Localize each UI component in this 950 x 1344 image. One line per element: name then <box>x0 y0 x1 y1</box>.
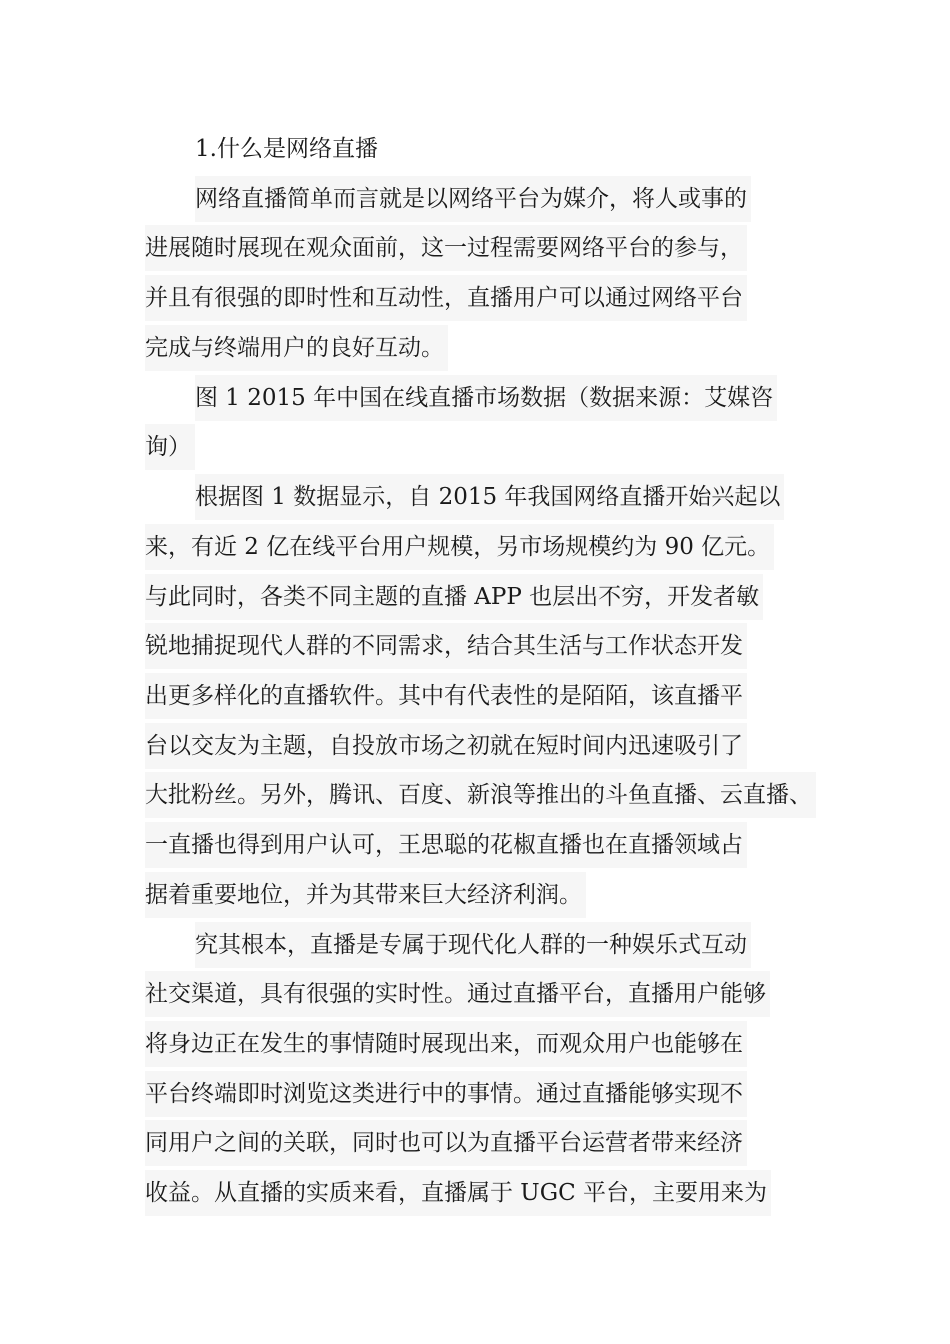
paragraph-line: 大批粉丝。另外，腾讯、百度、新浪等推出的斗鱼直播、云直播、 <box>145 772 816 818</box>
figure-caption-line: 图 1 2015 年中国在线直播市场数据（数据来源：艾媒咨 <box>195 375 777 421</box>
paragraph-line: 同用户之间的关联，同时也可以为直播平台运营者带来经济 <box>145 1120 747 1166</box>
paragraph-line: 将身边正在发生的事情随时展现出来，而观众用户也能够在 <box>145 1021 747 1067</box>
paragraph-line: 出更多样化的直播软件。其中有代表性的是陌陌，该直播平 <box>145 673 747 719</box>
paragraph-line: 来，有近 2 亿在线平台用户规模，另市场规模约为 90 亿元。 <box>145 524 774 570</box>
paragraph-line: 并且有很强的即时性和互动性，直播用户可以通过网络平台 <box>145 275 747 321</box>
paragraph-line: 一直播也得到用户认可，王思聪的花椒直播也在直播领域占 <box>145 822 747 868</box>
paragraph-line: 与此同时，各类不同主题的直播 APP 也层出不穷，开发者敏 <box>145 574 763 620</box>
paragraph-line: 收益。从直播的实质来看，直播属于 UGC 平台，主要用来为 <box>145 1170 771 1216</box>
paragraph-line: 台以交友为主题，自投放市场之初就在短时间内迅速吸引了 <box>145 723 747 769</box>
paragraph-line: 锐地捕捉现代人群的不同需求，结合其生活与工作状态开发 <box>145 623 747 669</box>
section-heading: 1.什么是网络直播 <box>195 136 378 162</box>
paragraph-line: 平台终端即时浏览这类进行中的事情。通过直播能够实现不 <box>145 1071 747 1117</box>
figure-caption-line: 询） <box>145 424 195 470</box>
paragraph-line: 进展随时展现在观众面前，这一过程需要网络平台的参与， <box>145 225 747 271</box>
paragraph-line: 网络直播简单而言就是以网络平台为媒介，将人或事的 <box>195 176 751 222</box>
paragraph-line: 据着重要地位，并为其带来巨大经济利润。 <box>145 872 586 918</box>
paragraph-line: 社交渠道，具有很强的实时性。通过直播平台，直播用户能够 <box>145 971 770 1017</box>
paragraph-line: 完成与终端用户的良好互动。 <box>145 325 448 371</box>
paragraph-line: 根据图 1 数据显示，自 2015 年我国网络直播开始兴起以 <box>195 474 784 520</box>
paragraph-line: 究其根本，直播是专属于现代化人群的一种娱乐式互动 <box>195 922 751 968</box>
